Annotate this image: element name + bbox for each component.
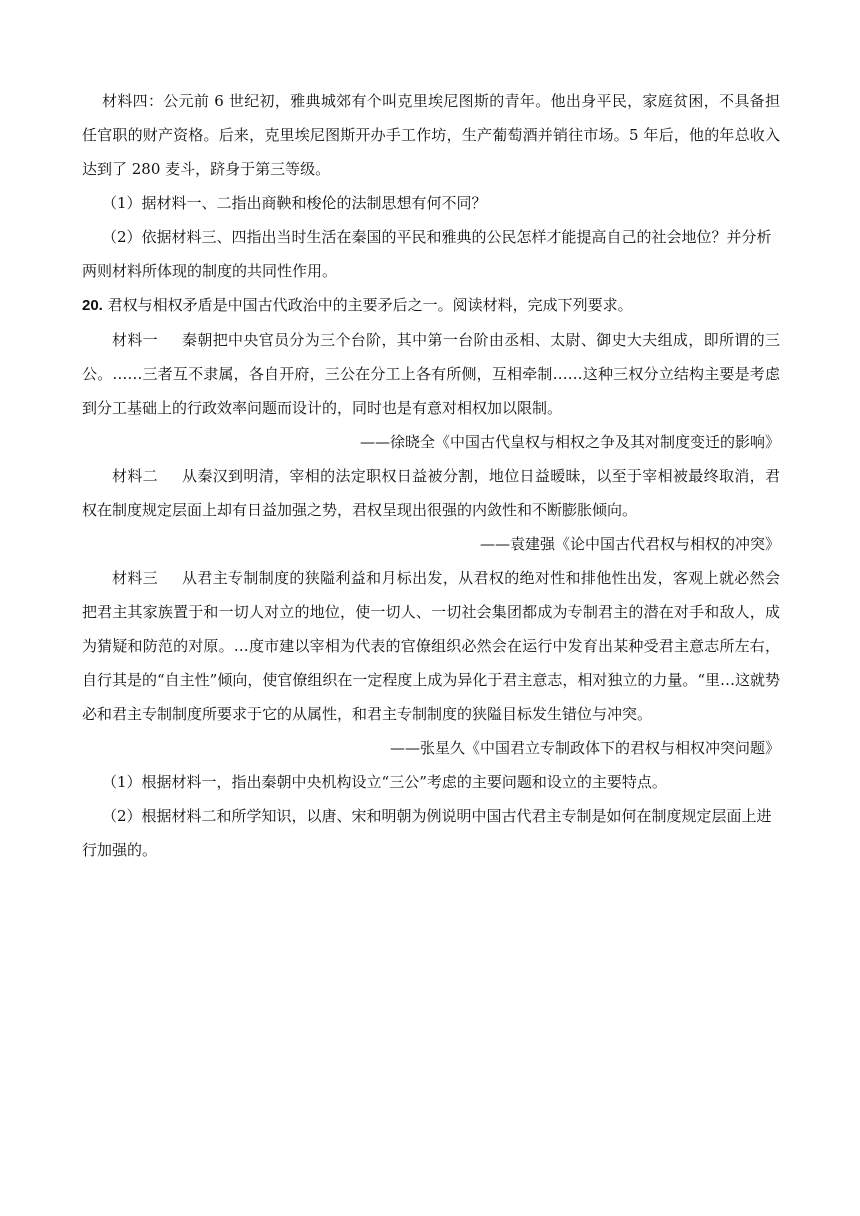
material-2-label: 材料二 — [112, 467, 159, 485]
material-3-label: 材料三 — [112, 569, 159, 587]
question-20-number: 20. — [82, 297, 103, 314]
material-1-label: 材料一 — [112, 331, 159, 349]
material-2-source: ——袁建强《论中国古代君权与相权的冲突》 — [479, 535, 780, 553]
question-19-sub-2: （2）依据材料三、四指出当时生活在秦国的平民和雅典的公民怎样才能提高自己的社会地位？并分析两则材料所体现的制度的共同性作用。 — [82, 228, 772, 280]
question-19-sub-1: （1）据材料一、二指出商鞅和梭伦的法制思想有何不同？ — [102, 194, 487, 212]
question-20-stem — [82, 288, 780, 323]
material-2-paragraph — [82, 459, 780, 527]
question-20-sub-2: （2）根据材料二和所学知识，以唐、宋和明朝为例说明中国古代君主专制是如何在制度规定层面上进行加强的。 — [82, 807, 772, 859]
material-1-source: ——徐晓全《中国古代皇权与相权之争及其对制度变迁的影响》 — [359, 433, 780, 451]
material-1-paragraph — [82, 323, 780, 425]
material-3-paragraph — [82, 561, 780, 731]
question-20-stem-text: 君权与相权矛盾是中国古代政治中的主要矛后之一。阅读材料，完成下列要求。 — [107, 296, 633, 314]
question-20-sub-1: （1）根据材料一，指出秦朝中央机构设立“三公”考虑的主要问题和设立的主要特点。 — [102, 773, 667, 791]
document-page — [82, 84, 780, 867]
material-3-source: ——张星久《中国君立专制政体下的君权与相权冲突问题》 — [389, 739, 780, 757]
material-1-text: 秦朝把中央官员分为三个台阶，其中第一台阶由丞相、太尉、御史大夫组成，即所谓的三公。……三者互不隶属，各自开府，三公在分工上各有所侧，互相牵制……这种三权分立结构主要是考虑到分工基础上的行政效率问题而设计的，同时也是有意对相权加以限制。 — [82, 331, 780, 417]
material-4-paragraph: 材料四：公元前 6 世纪初，雅典城郊有个叫克里埃尼图斯的青年。他出身平民，家庭贫困，不具备担任官职的财产资格。后来，克里埃尼图斯开办手工作坊，生产葡萄酒并销往市场。5 年后，他的年总收入达到了 280 麦斗，跻身于第三等级。 — [82, 92, 780, 178]
material-3-text: 从君主专制制度的狭隘利益和月标出发，从君权的绝对性和排他性出发，客观上就必然会把君主其家族置于和一切人对立的地位，使一切人、一切社会集团都成为专制君主的潜在对手和敌人，成为猜疑和防范的对原。…度市建以宰相为代表的官僚组织必然会在运行中发育出某种受君主意志所左右，自行其是的“自主性”倾向，使官僚组织在一定程度上成为异化于君主意志，相对独立的力量。“里…这就势必和君主专制制度所要求于它的从属性，和君主专制制度的狭隘目标发生错位与冲突。 — [82, 569, 781, 723]
material-2-text: 从秦汉到明清，宰相的法定职权日益被分割，地位日益暧昧，以至于宰相被最终取消，君权在制度规定层面上却有日益加强之势，君权呈现出很强的内敛性和不断膨胀倾向。 — [82, 467, 780, 519]
